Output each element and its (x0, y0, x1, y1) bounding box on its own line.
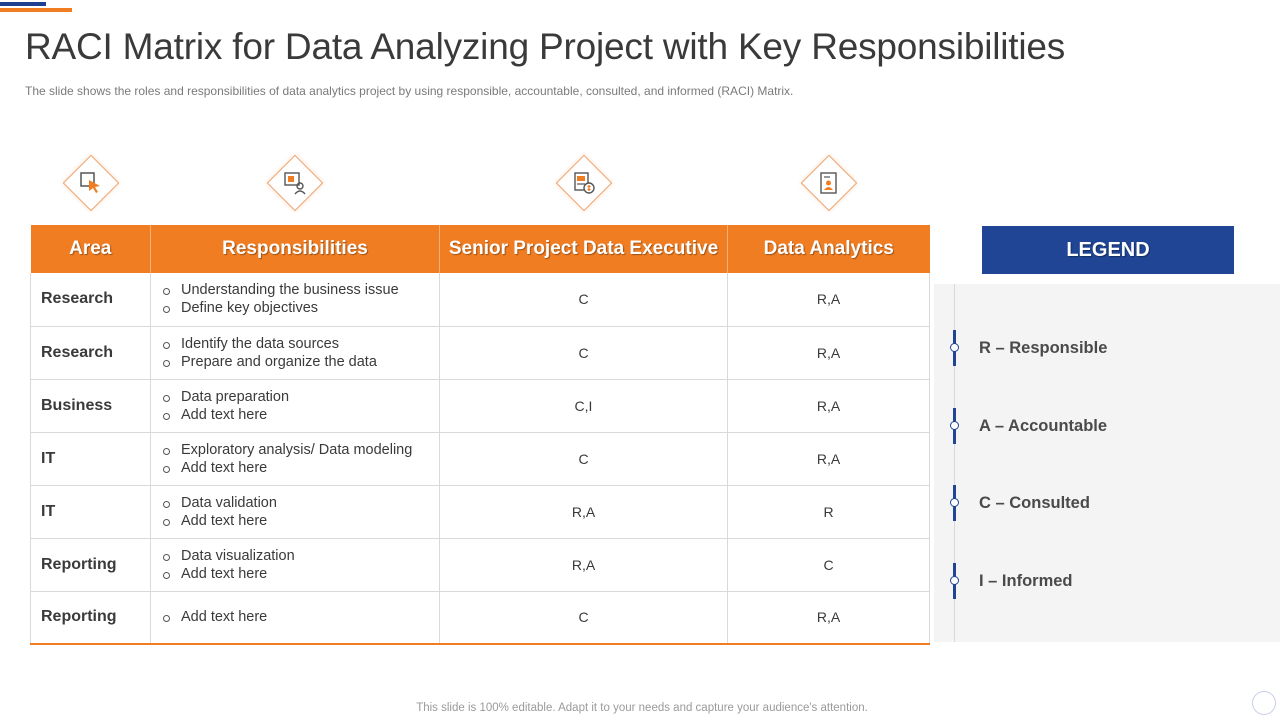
area-cell: Research (31, 326, 151, 379)
data-analytics-cell: R,A (728, 379, 930, 432)
legend-item-consulted (950, 485, 1250, 521)
legend-marker-dot (950, 421, 959, 430)
senior-executive-cell: R,A (440, 538, 728, 591)
document-profile-icon (800, 154, 858, 212)
list-item: Data validation (163, 494, 439, 512)
list-item: Identify the data sources (163, 335, 439, 353)
header-responsibilities: Responsibilities (151, 225, 440, 273)
legend-item-label: A – Accountable (979, 417, 1108, 435)
legend-item-accountable (950, 408, 1250, 444)
responsibilities-cell (151, 273, 440, 326)
footer-note: This slide is 100% editable. Adapt it to your needs and capture your audience's attention. (416, 702, 868, 714)
list-item: Add text here (163, 406, 439, 424)
senior-executive-cell: C (440, 432, 728, 485)
cursor-select-icon (62, 154, 120, 212)
table-row (31, 538, 930, 591)
area-cell: IT (31, 485, 151, 538)
table-row (31, 379, 930, 432)
data-analytics-cell: R,A (728, 591, 930, 644)
table-row (31, 591, 930, 644)
legend-marker-dot (950, 498, 959, 507)
data-analytics-cell: R,A (728, 273, 930, 326)
senior-executive-cell: R,A (440, 485, 728, 538)
list-item: Understanding the business issue (163, 281, 439, 299)
responsibilities-cell (151, 591, 440, 644)
senior-executive-cell: C (440, 326, 728, 379)
list-item: Add text here (163, 565, 439, 583)
table-row (31, 432, 930, 485)
header-senior-project-data-executive: Senior Project Data Executive (440, 225, 728, 273)
data-analytics-cell: C (728, 538, 930, 591)
presentation-user-icon (266, 154, 324, 212)
page-subtitle: The slide shows the roles and responsibilities of data analytics project by using responsible, accountable, consulted, and informed (RACI) Matrix. (25, 84, 794, 98)
senior-executive-cell: C (440, 591, 728, 644)
page-title: RACI Matrix for Data Analyzing Project with Key Responsibilities (25, 26, 1066, 67)
table-row (31, 273, 930, 326)
responsibilities-cell (151, 379, 440, 432)
corner-circle-icon (1252, 691, 1276, 715)
senior-executive-cell: C,I (440, 379, 728, 432)
list-item: Add text here (163, 512, 439, 530)
list-item: Prepare and organize the data (163, 353, 439, 371)
legend-title: LEGEND (982, 226, 1234, 274)
responsibilities-cell (151, 432, 440, 485)
table-row (31, 326, 930, 379)
data-analytics-cell: R (728, 485, 930, 538)
senior-executive-cell: C (440, 273, 728, 326)
top-accent-blue-bar (0, 2, 46, 6)
area-cell: Business (31, 379, 151, 432)
legend-marker-dot (950, 343, 959, 352)
report-money-icon (555, 154, 613, 212)
responsibilities-cell (151, 485, 440, 538)
responsibilities-cell (151, 538, 440, 591)
responsibilities-cell (151, 326, 440, 379)
top-accent-orange-bar (0, 8, 72, 12)
list-item: Add text here (163, 608, 439, 626)
table-row (31, 485, 930, 538)
legend-item-label: I – Informed (979, 572, 1073, 590)
raci-matrix-table (30, 225, 930, 645)
list-item: Data preparation (163, 388, 439, 406)
legend-item-label: C – Consulted (979, 494, 1090, 512)
area-cell: Reporting (31, 591, 151, 644)
data-analytics-cell: R,A (728, 432, 930, 485)
legend-item-informed (950, 563, 1250, 599)
area-cell: Research (31, 273, 151, 326)
list-item: Data visualization (163, 547, 439, 565)
list-item: Exploratory analysis/ Data modeling (163, 441, 439, 459)
header-area: Area (31, 225, 151, 273)
list-item: Define key objectives (163, 299, 439, 317)
area-cell: IT (31, 432, 151, 485)
legend-item-responsible (950, 330, 1250, 366)
area-cell: Reporting (31, 538, 151, 591)
legend-marker-dot (950, 576, 959, 585)
table-header-row (31, 225, 930, 273)
header-data-analytics: Data Analytics (728, 225, 930, 273)
legend-item-label: R – Responsible (979, 339, 1108, 357)
data-analytics-cell: R,A (728, 326, 930, 379)
list-item: Add text here (163, 459, 439, 477)
